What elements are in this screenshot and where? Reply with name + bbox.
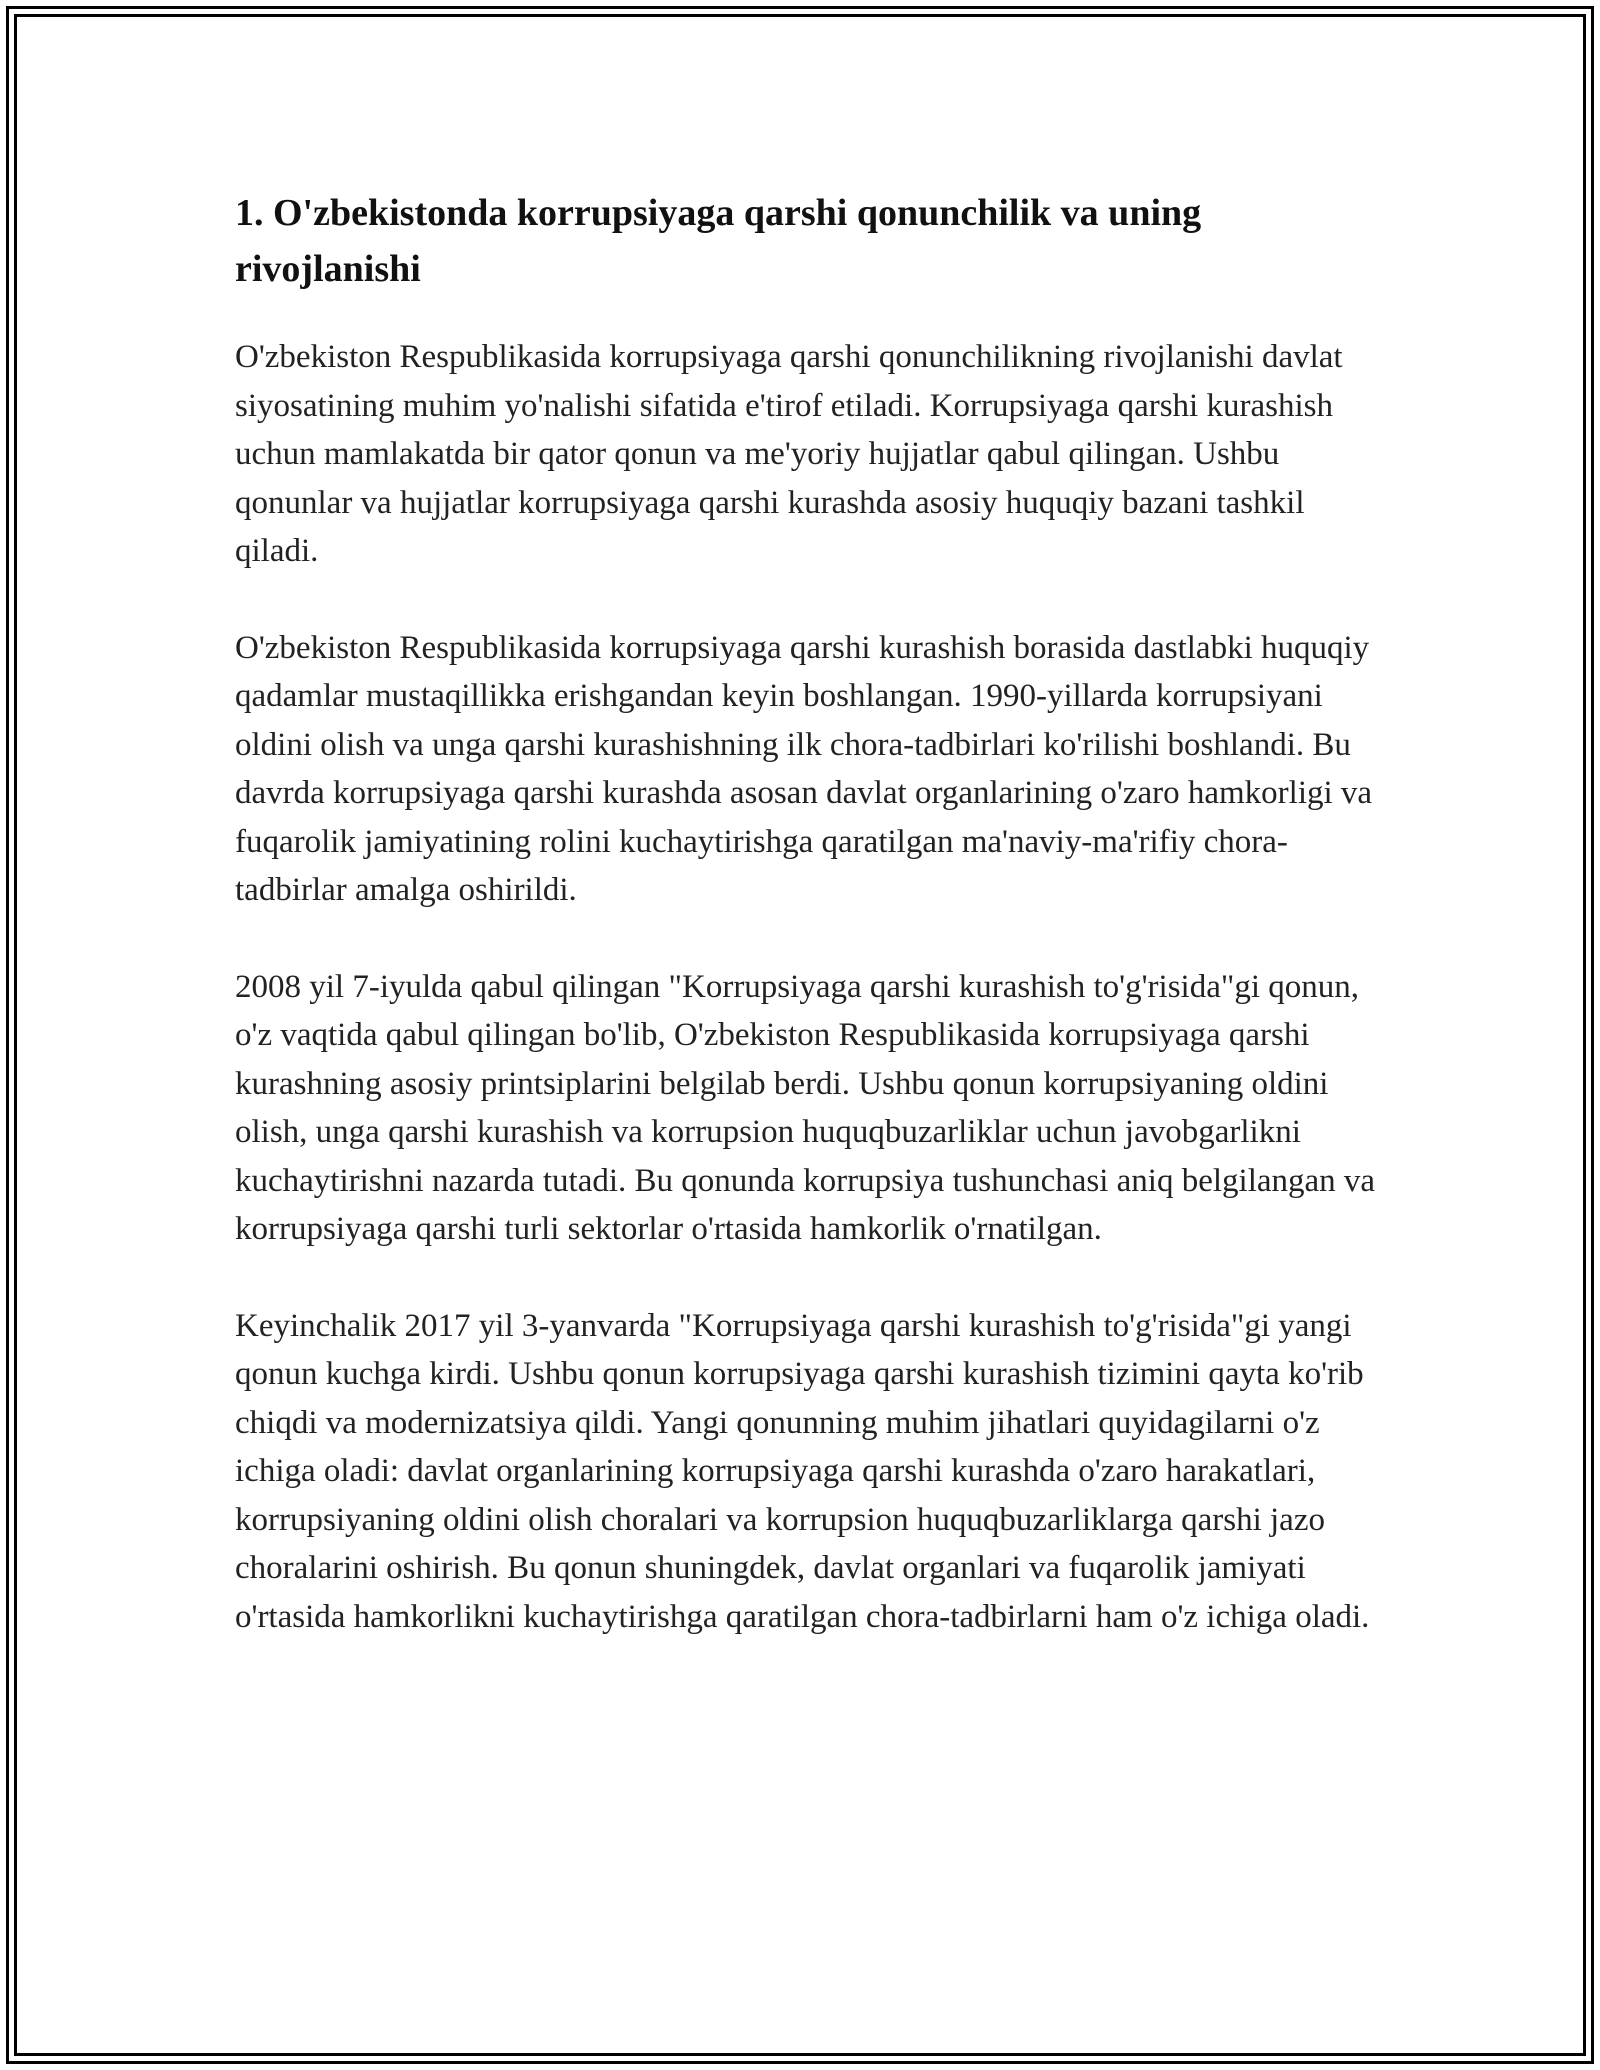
- paragraph-2: O'zbekiston Respublikasida korrupsiyaga qarshi kurashish borasida dastlabki huquqiy qadamlar mustaqillikka erishgandan keyin boshlangan. 1990-yillarda korrupsiyani oldini olish va unga qarshi kurashishning ilk chora-tadbirlari ko'rilishi boshlandi. Bu davrda korrupsiyaga qarshi kurashda asosan davlat organlarining o'zaro hamkorligi va fuqarolik jamiyatining rolini kuchaytirishga qaratilgan ma'naviy-ma'rifiy chora-tadbirlar amalga oshirildi.: [235, 629, 1373, 908]
- document-body: [235, 185, 1395, 1689]
- section-heading: 1. O'zbekistonda korrupsiyaga qarshi qonunchilik va uning rivojlanishi: [235, 192, 1202, 290]
- paragraph-4: Keyinchalik 2017 yil 3-yanvarda "Korrupsiyaga qarshi kurashish to'g'risida"gi yangi qonun kuchga kirdi. Ushbu qonun korrupsiyaga qarshi kurashish tizimini qayta ko'rib chiqdi va modernizatsiya qildi. Yangi qonunning muhim jihatlari quyidagilarni o'z ichiga oladi: davlat organlarining korrupsiyaga qarshi kurashda o'zaro harakatlari, korrupsiyaning oldini olish choralari va korrupsion huquqbuzarliklarga qarshi jazo choralarini oshirish. Bu qonun shuningdek, davlat organlari va fuqarolik jamiyati o'rtasida hamkorlikni kuchaytirishga qaratilgan chora-tadbirlarni ham o'z ichiga oladi.: [235, 1307, 1370, 1635]
- paragraph-1: O'zbekiston Respublikasida korrupsiyaga qarshi qonunchilikning rivojlanishi davlat siyosatining muhim yo'nalishi sifatida e'tirof etiladi. Korrupsiyaga qarshi kurashish uchun mamlakatda bir qator qonun va me'yoriy hujjatlar qabul qilingan. Ushbu qonunlar va hujjatlar korrupsiyaga qarshi kurashda asosiy huquqiy bazani tashkil qiladi.: [235, 339, 1343, 569]
- paragraph-3: 2008 yil 7-iyulda qabul qilingan "Korrupsiyaga qarshi kurashish to'g'risida"gi qonun, o'z vaqtida qabul qilingan bo'lib, O'zbekiston Respublikasida korrupsiyaga qarshi kurashning asosiy printsiplarini belgilab berdi. Ushbu qonun korrupsiyaning oldini olish, unga qarshi kurashish va korrupsion huquqbuzarliklar uchun javobgarlikni kuchaytirishni nazarda tutadi. Bu qonunda korrupsiya tushunchasi aniq belgilangan va korrupsiyaga qarshi turli sektorlar o'rtasida hamkorlik o'rnatilgan.: [235, 968, 1376, 1247]
